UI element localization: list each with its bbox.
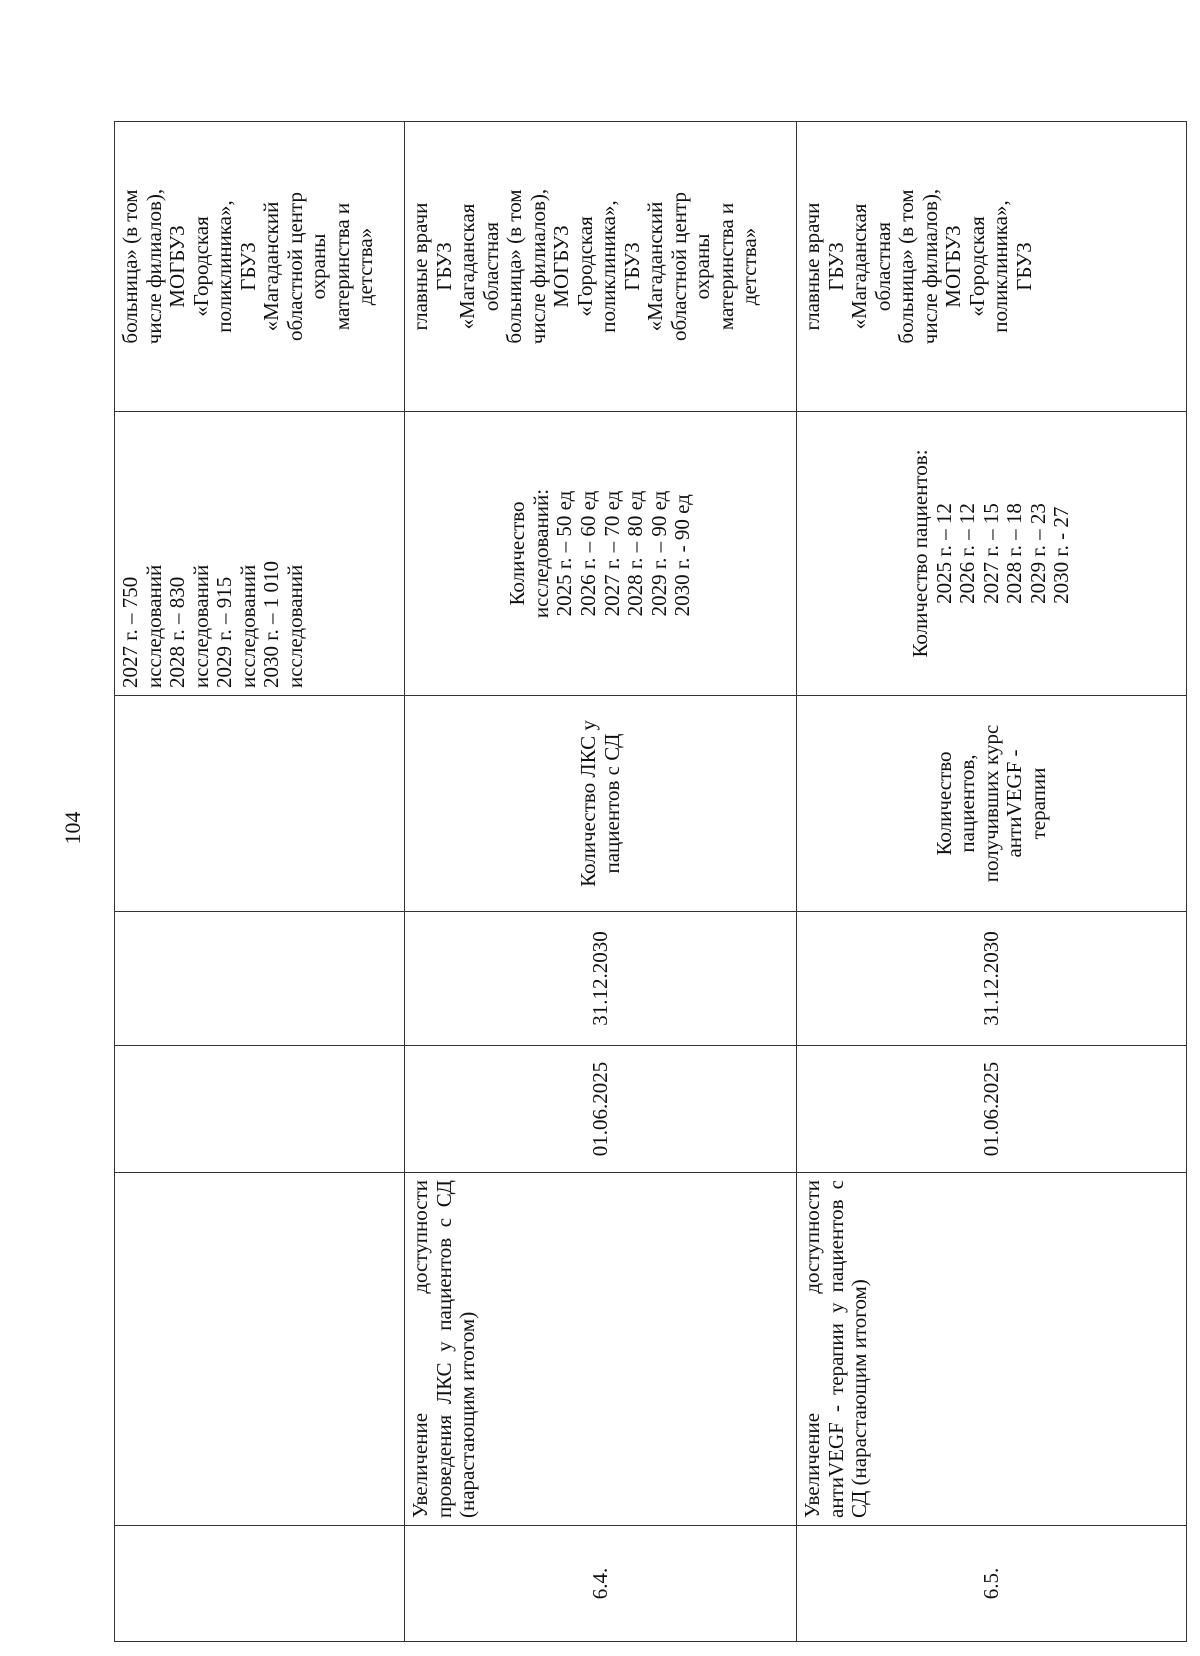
values-cell — [115, 412, 405, 696]
responsible-cell — [115, 122, 405, 412]
row-number-cell: 6.5. — [797, 1526, 1187, 1642]
measure-name-rest: проведения ЛКС у пациентов с СД (нарастающим итогом) — [431, 1180, 480, 1518]
end-date-cell — [115, 912, 405, 1046]
indicator-cell — [797, 696, 1187, 912]
values-text: 2025 г. – 12 2026 г. – 12 2027 г. – 15 2028 г. – 18 2029 г. – 23 2030 г. - 27 — [931, 503, 1074, 604]
responsible-text: главные врачи ГБУЗ «Магаданская областная больница» (в том числе филиалов), МОГБУЗ «Городская поликлиника», ГБУЗ — [800, 188, 1036, 345]
responsible-cell — [405, 122, 797, 412]
measure-name-first-line: Увеличение доступности — [408, 1180, 432, 1518]
table-row-6-5 — [797, 122, 1187, 1642]
table-row-continuation — [115, 122, 405, 1642]
indicator-text: Количество пациентов, получивших курс антиVEGF - терапии — [931, 724, 1050, 883]
indicator-cell — [405, 696, 797, 912]
indicator-text: Количество ЛКС у пациентов с СД — [575, 720, 624, 887]
measure-name-cell — [115, 1173, 405, 1526]
start-date-cell — [115, 1046, 405, 1173]
measures-table — [114, 121, 1187, 1642]
values-text: 2027 г. – 750 исследований 2028 г. – 830 исследований 2029 г. – 915 исследований 2030 г. – 1 010 исследований — [118, 561, 307, 688]
table-row-6-4 — [405, 122, 797, 1642]
rotated-table-container — [114, 122, 1186, 1642]
responsible-text: главные врачи ГБУЗ «Магаданская областная больница» (в том числе филиалов), МОГБУЗ «Городская поликлиника», ГБУЗ «Магаданский областной центр охраны материнства и детства» — [408, 188, 762, 345]
responsible-cell — [797, 122, 1187, 412]
end-date-cell: 31.12.2030 — [797, 912, 1187, 1046]
measure-name-cell — [797, 1173, 1187, 1526]
values-title: Количество пациентов: — [908, 449, 933, 658]
indicator-cell — [115, 696, 405, 912]
values-cell — [797, 412, 1187, 696]
measure-name-cell — [405, 1173, 797, 1526]
start-date-cell: 01.06.2025 — [405, 1046, 797, 1173]
end-date-cell: 31.12.2030 — [405, 912, 797, 1046]
values-cell — [405, 412, 797, 696]
row-number-cell: 6.4. — [405, 1526, 797, 1642]
page-number: 104 — [60, 811, 85, 845]
start-date-cell: 01.06.2025 — [797, 1046, 1187, 1173]
responsible-text: больница» (в том числе филиалов), МОГБУЗ «Городская поликлиника», ГБУЗ «Магаданский областной центр охраны материнства и детства» — [118, 188, 378, 345]
row-number-cell — [115, 1526, 405, 1642]
values-title: Количество исследований: — [505, 488, 553, 619]
measure-name-rest: антиVEGF - терапии у пациентов с СД (нарастающим итогом) — [823, 1180, 872, 1518]
values-text: 2025 г. – 50 ед 2026 г. – 60 ед 2027 г. – 70 ед 2028 г. – 80 ед 2029 г. – 90 ед 2030 г. - 90 ед — [552, 490, 695, 617]
measure-name-first-line: Увеличение доступности — [800, 1180, 824, 1518]
